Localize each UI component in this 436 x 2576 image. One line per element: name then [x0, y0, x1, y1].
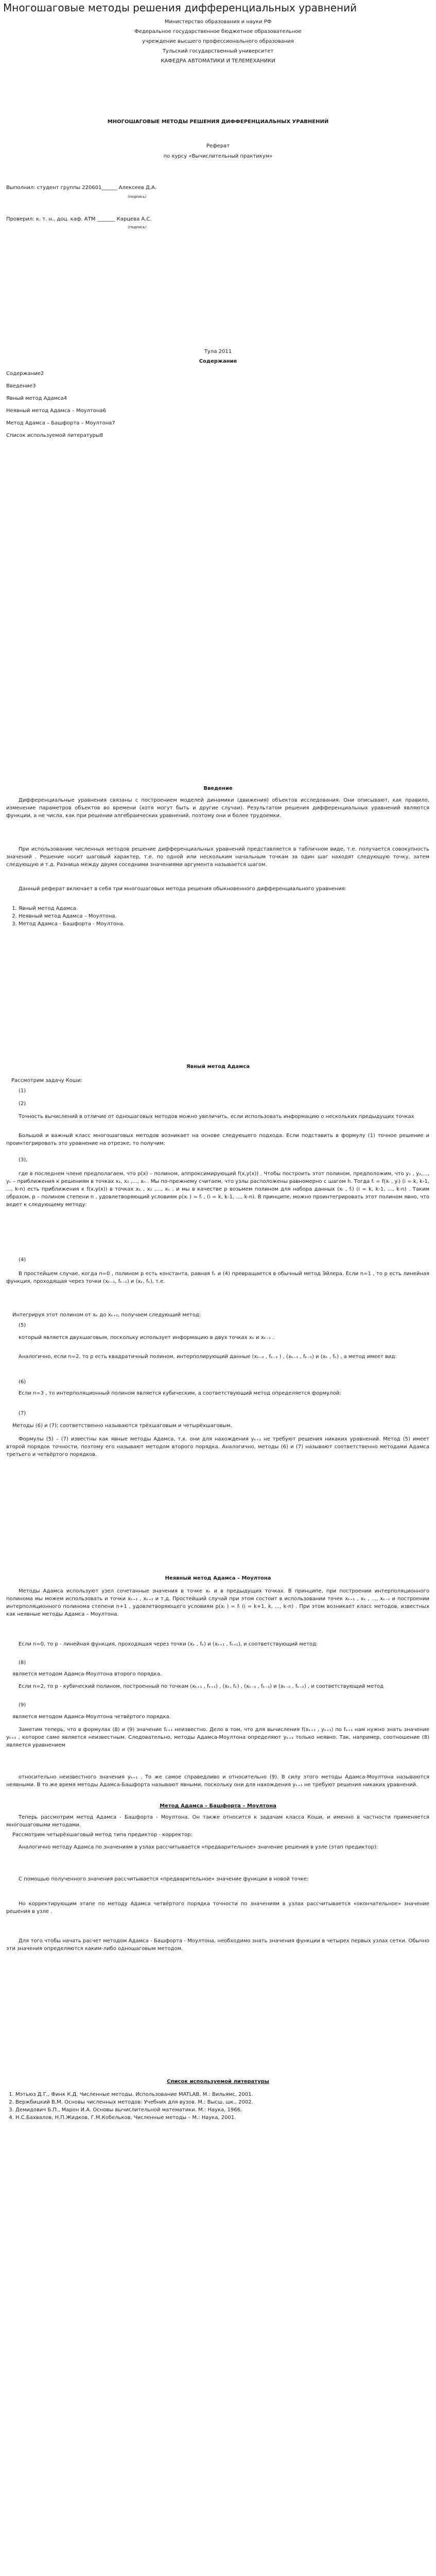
equation-number: (9): [19, 1702, 26, 1708]
paragraph: Но корректирующим этапе по методу Адамса четвёртого порядка точности по значениям в узлах рассчитывается «окончательное» значение решения в узле .: [6, 1901, 429, 1914]
paragraph: Если n=3 , то интерполяционный полином является кубическим, а соответствующий метод определяется формулой:: [19, 1391, 341, 1396]
paragraph: Точность вычислений в отличие от одношаговых методов можно увеличить, если использовать информацию о нескольких предыдущих точках: [19, 1114, 414, 1120]
paragraph: Данный реферат включает в себя три многошаговых метода решения обыкновенного дифференциального уравнения:: [19, 886, 346, 892]
signature-label: (подпись): [128, 225, 147, 229]
city-year: Тула 2011: [204, 349, 232, 354]
toc-item[interactable]: Содержание2: [6, 371, 44, 377]
equation-number: (1): [19, 1088, 26, 1094]
paragraph: Если n=2, то p - кубический полином, построенный по точкам (xₖ₊₁ , fₖ₊₁) , (xₖ, fₖ) , (xₖ₋₁ , fₖ₋₁) и (xₖ₋₂ , fₖ₋₂) , и соответствующий метод: [19, 1684, 384, 1689]
reference-item: 3. Демидович Б.П., Марон И.А. Основы вычислительной математики. М.: Наука, 1966.: [15, 2106, 427, 2114]
equation-number: (7): [19, 1411, 26, 1416]
paragraph: Формулы (5) – (7) известны как явные методы Адамса, т.к. они для нахождения yₖ₊₁ не требуют решения никаких уравнений. Метод (5) имеет второй порядок точности, поэтому его называют методом второго порядка. Аналогично, методы (6) и (7) называют соответственно методами Адамса третьего и четвёртого порядков.: [6, 1436, 429, 1458]
paragraph: Если n=0, то p - линейная функция, проходящая через точки (xₖ , fₖ) и (xₖ₊₁ , fₖ₊₁), и соответствующий метод:: [19, 1641, 318, 1647]
toc-item[interactable]: Явный метод Адамса4: [6, 396, 67, 401]
paragraph: Рассмотрим четырёхшаговый метод типа предиктор - корректор:: [12, 1832, 193, 1838]
toc-item[interactable]: Список используемой литературы8: [6, 433, 103, 438]
equation-number: (8): [19, 1660, 26, 1666]
equation-number: (4): [19, 1257, 26, 1263]
toc-item[interactable]: Неявный метод Адамса – Моултона6: [6, 408, 106, 414]
author-line: Выполнил: студент группы 220601______ Алексеев Д.А.: [6, 185, 156, 191]
methods-list: [6, 905, 430, 928]
doc-type: Реферат: [206, 143, 230, 149]
paragraph: Большой и важный класс многошаговых методов возникает на основе следующего подхода. Если подставить в формулу (1) точное решение и проинтегрировать это уравнение на отрезке, то получим:: [6, 1133, 429, 1146]
paragraph: Рассмотрим задачу Коши:: [11, 1078, 82, 1083]
reference-item: 2. Вержбицкий В.М. Основы численных методов: Учебник для вузов. М.: Высш. шк., 2002.: [15, 2098, 427, 2106]
list-item: 3. Метод Адамса - Башфорта - Моултона.: [19, 920, 430, 928]
agency-line: Федеральное государственное бюджетное образовательное: [134, 29, 302, 35]
equation-number: (3),: [19, 1157, 28, 1163]
section-heading-refs: Список используемой литературы: [167, 2079, 269, 2084]
list-item: 2. Неявный метод Адамса – Моултона.: [19, 912, 430, 920]
section-heading-adams: Явный метод Адамса: [186, 1064, 250, 1070]
paragraph: При использовании численных методов решение дифференциальных уравнений представляется в табличном виде, т.е. получается совокупность значений . Решение носит шаговый характер, т.е. по одной или нескольким начальным точкам за один шаг находят следующую точку, затем следующую и т.д. Разница между двумя соседними значениями аргумента называется шагом.: [6, 846, 429, 868]
paragraph: Аналогично методу Адамса по значениям в узлах рассчитывается «предварительное» значение решения в узле (этап предиктор):: [19, 1844, 378, 1850]
paragraph: является методом Адамса-Моултона четвёртого порядка.: [12, 1714, 171, 1720]
paragraph: Теперь рассмотрим метод Адамса - Башфорта - Моултона. Он также относится к задачам класса Коши, и именно в частности применяется многошаговыми методами.: [6, 1815, 429, 1828]
course-line: по курсу «Вычислительный практикум»: [163, 154, 273, 159]
paragraph: Аналогично, если n=2, то p есть квадратичный полином, интерполирующий данные (xₖ₋₂ , fₖ₋₂ ) , (xₖ₋₁ , fₖ₋₁) и (xₖ , fₖ) , а метод имеет вид:: [19, 1354, 397, 1360]
paragraph: где в последнем члене предполагаем, что p(x) – полином, аппроксимирующий f(x,y(x)) . Чтобы построить этот полином, предположим, что y₁ , y₂,..., yₙ – приближения к решениям в точках x₁, x₂ ,..., xₙ . Мы по-прежнему считаем, что узлы расположены равномерно с шагом h. Тогда fᵢ = f(xᵢ , yᵢ) (i = k, k-1, ..., k-n) есть приближения к f(x,y(x)) в точках x₁ , x₂ ,..., xₙ , и мы в качестве p возьмем полином для набора данных (xᵢ , fᵢ) (i = k, k-1, ..., k-n) . Таким образом, p – полином степени n , удовлетворяющий условиям p(xᵢ ) = fᵢ , (i = k, k-1, ..., k-n). В принципе, можно проинтегрировать этот полином явно, что ведет к следующему методу:: [6, 1171, 429, 1208]
ministry-line: Министерство образования и науки РФ: [164, 19, 272, 25]
toc-item[interactable]: Введение3: [6, 383, 36, 389]
institution-line: учреждение высшего профессионального образования: [142, 39, 294, 44]
paragraph: Методы Адамса используют узел сочетанные значения в точке xₖ и в предыдущих точках. В принципе, при построении интерполяционного полинома мы можем использовать и точки xₖ₊₁ , xₖ₊₂ и т.д. Простейший случай при этом состоит в использовании точек xₖ₊₁ , xₖ , ..., xₖ₋ₙ и построении интерполяционного полинома степени n+1 , удовлетворяющего условиям p(xᵢ ) = fᵢ (i = k+1, k, ..., k-n) . При этом возникает класс методов, известных как неявные методы Адамса – Моултона.: [6, 1588, 429, 1617]
toc-item[interactable]: Метод Адамса – Башфорта – Моултона7: [6, 420, 115, 426]
paragraph: Интегрируя этот полином от xₖ до xₖ₊₁, получаем следующий метод:: [12, 1312, 201, 1318]
department-line: КАФЕДРА АВТОМАТИКИ И ТЕЛЕМЕХАНИКИ: [161, 58, 275, 64]
toc-heading: Содержание: [199, 359, 237, 364]
equation-number: (6): [19, 1379, 26, 1385]
equation-number: (2): [19, 1101, 26, 1107]
section-heading-moulton: Неявный метод Адамса – Моултона: [165, 1575, 271, 1581]
reference-item: 1. Мэтьюз Д.Г., Финк К.Д. Численные методы. Использование MATLAB. М.: Вильямс, 2001.: [15, 2091, 427, 2098]
paragraph: является методом Адамса-Моултона второго порядка.: [12, 1671, 162, 1677]
checker-line: Проверил: к. т. н., доц. каф. АТМ _______ Карцева А.С.: [6, 216, 152, 222]
university-line: Тульский государственный университет: [162, 48, 274, 54]
paragraph: относительно неизвестного значения yₖ₊₁ . То же самое справедливо и относительно (9). В силу этого методы Адамса-Моултона называются неявными. В то же время методы Адамса-Башфорта называют явными, поскольку они для нахождения yₖ₊₁ не требуют решения никаких уравнений.: [6, 1774, 429, 1788]
section-heading-intro: Введение: [203, 786, 233, 791]
reference-item: 4. Н.С.Бахвалов, Н.П.Жидков, Г.М.Кобельков, Численные методы – М.: Наука, 2001.: [15, 2114, 427, 2122]
paragraph: Для того чтобы начать расчет методом Адамса - Башфорта - Моултона, необходимо знать значения функции в четырех первых узлах сетки. Обычно эти значения определяются каким-либо одношаговым методом.: [6, 1938, 429, 1952]
paragraph: Дифференциальные уравнения связаны с построением моделей динамики (движения) объектов исследования. Они описывают, как правило, изменение параметров объектов во времени (хотя могут быть и другие случаи). Результатом решения дифференциальных уравнений являются функции, а не числа, как при решении алгебраических уравнений, поэтому они и более трудоемки.: [6, 798, 429, 819]
window-title: Многошаговые методы решения дифференциальных уравнений: [3, 2, 357, 14]
paragraph: Заметим теперь, что в формулах (8) и (9) значение fₖ₊₁ неизвестно. Дело в том, что для вычисления f(xₖ₊₁ , yₖ₊₁) по fₖ₊₁ нам нужно знать значение yₖ₊₁ , которое само является неизвестным. Следовательно, методы Адамса-Моултона определяют yₖ₊₁ только неявно. Так, например, соотношение (8) является уравнением: [6, 1727, 429, 1748]
paragraph: который является двухшаговым, поскольку использует информацию в двух точках xₖ и xₖ₋₁ .: [19, 1335, 274, 1341]
paragraph: Методы (6) и (7); соответственно называются трёхшаговым и четырёхшаговым.: [12, 1423, 232, 1429]
paragraph: В простейшем случае, когда n=0 , полином p есть константа, равная fₖ и (4) превращается в обычный метод Эйлера. Если n=1 , то p есть линейная функция, проходящая через точки (xₖ₋₁, fₖ₋₁) и (xₖ, fₖ), т.е.: [6, 1271, 429, 1284]
main-title: МНОГОШАГОВЫЕ МЕТОДЫ РЕШЕНИЯ ДИФФЕРЕНЦИАЛЬНЫХ УРАВНЕНИЙ: [107, 119, 329, 125]
paragraph: С помощью полученного значения рассчитывается «предварительное» значение функции в новой точке:: [19, 1876, 309, 1882]
section-heading-abm: Метод Адамса – Башфорта – Моултона: [160, 1803, 276, 1809]
list-item: 1. Явный метод Адамса.: [19, 905, 430, 912]
signature-label: (подпись): [128, 195, 147, 199]
equation-number: (5): [19, 1323, 26, 1328]
references-list: [3, 2091, 427, 2122]
